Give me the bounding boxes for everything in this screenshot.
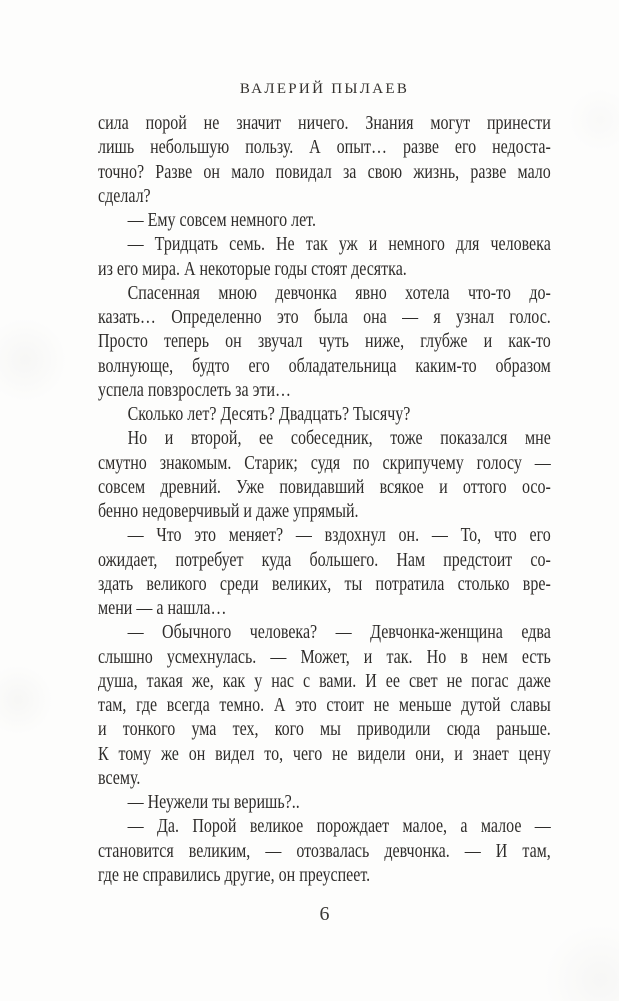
text-line: сила порой не значит ничего. Знания могут принести: [98, 112, 551, 134]
text-line: ожидает, потребует куда большего. Нам предстоит со-: [98, 548, 551, 571]
text-line: Спасенная мною девчонка явно хотела что-то до-: [127, 281, 551, 304]
paragraph: [98, 814, 551, 887]
text-line: душа, такая же, как у нас с вами. И ее свет не погас даже: [98, 669, 551, 692]
text-line: — Обычного человека? — Девчонка-женщина едва: [127, 621, 551, 644]
text-line: — Да. Порой великое порождает малое, а малое —: [127, 815, 551, 838]
text-line: и тонкого ума тех, кого мы приводили сюда раньше.: [98, 718, 551, 741]
paragraph: [98, 232, 551, 281]
text-line: становится великим, — отозвалась девчонка. — И там,: [98, 839, 551, 862]
text-line: казать… Определенно это была она — я узнал голос.: [98, 306, 551, 328]
text-line: — Ему совсем немного лет.: [127, 209, 316, 231]
text-line: — Неужели ты веришь?..: [127, 791, 300, 813]
text-line: где не справились другие, он преуспеет.: [98, 863, 371, 886]
paragraph: [98, 402, 551, 426]
page-number: 6: [319, 903, 330, 925]
text-line: успела повзрослеть за эти…: [98, 378, 292, 401]
paragraph: [98, 281, 551, 402]
text-line: бенно недоверчивый и даже упрямый.: [98, 500, 359, 522]
text-line: точно? Разве он мало повидал за свою жизнь, разве мало: [98, 160, 551, 183]
text-line: — Тридцать семь. Не так уж и немного для человека: [127, 233, 551, 256]
text-line: К тому же он видел то, чего не видели они, и знает цену: [98, 742, 551, 765]
text-line: Но и второй, ее собеседник, тоже показался мне: [127, 427, 551, 450]
paragraph: [98, 523, 551, 620]
text-line: всему.: [98, 766, 141, 789]
text-line: сделал?: [98, 184, 151, 207]
text-line: слышно усмехнулась. — Может, и так. Но в нем есть: [98, 645, 551, 668]
running-header: ВАЛЕРИЙ ПЫЛАЕВ: [239, 81, 410, 97]
paragraph: [98, 111, 551, 208]
paragraph: [98, 790, 551, 814]
text-line: Сколько лет? Десять? Двадцать? Тысячу?: [127, 403, 411, 425]
text-line: смутно знакомым. Старик; судя по скрипучему голосу —: [98, 451, 551, 474]
text-line: совсем древний. Уже повидавший всякое и оттого осо-: [98, 475, 551, 498]
paragraph: [98, 426, 551, 523]
text-block: [98, 111, 551, 887]
text-line: там, где всегда темно. А это стоит не меньше дутой славы: [98, 694, 551, 716]
text-line: здать великого среди великих, ты потратила столько вре-: [98, 572, 551, 595]
text-line: — Что это меняет? — вздохнул он. — То, что его: [127, 524, 551, 547]
text-line: мени — а нашла…: [98, 597, 227, 619]
paragraph: [98, 620, 551, 790]
text-line: Просто теперь он звучал чуть ниже, глубже и как-то: [98, 330, 551, 353]
text-line: лишь небольшую пользу. А опыт… разве его недоста-: [98, 136, 551, 159]
text-line: из его мира. А некоторые годы стоят десятка.: [98, 257, 407, 280]
text-line: волнующе, будто его обладательница каким-то образом: [98, 354, 551, 377]
paragraph: [98, 208, 551, 232]
